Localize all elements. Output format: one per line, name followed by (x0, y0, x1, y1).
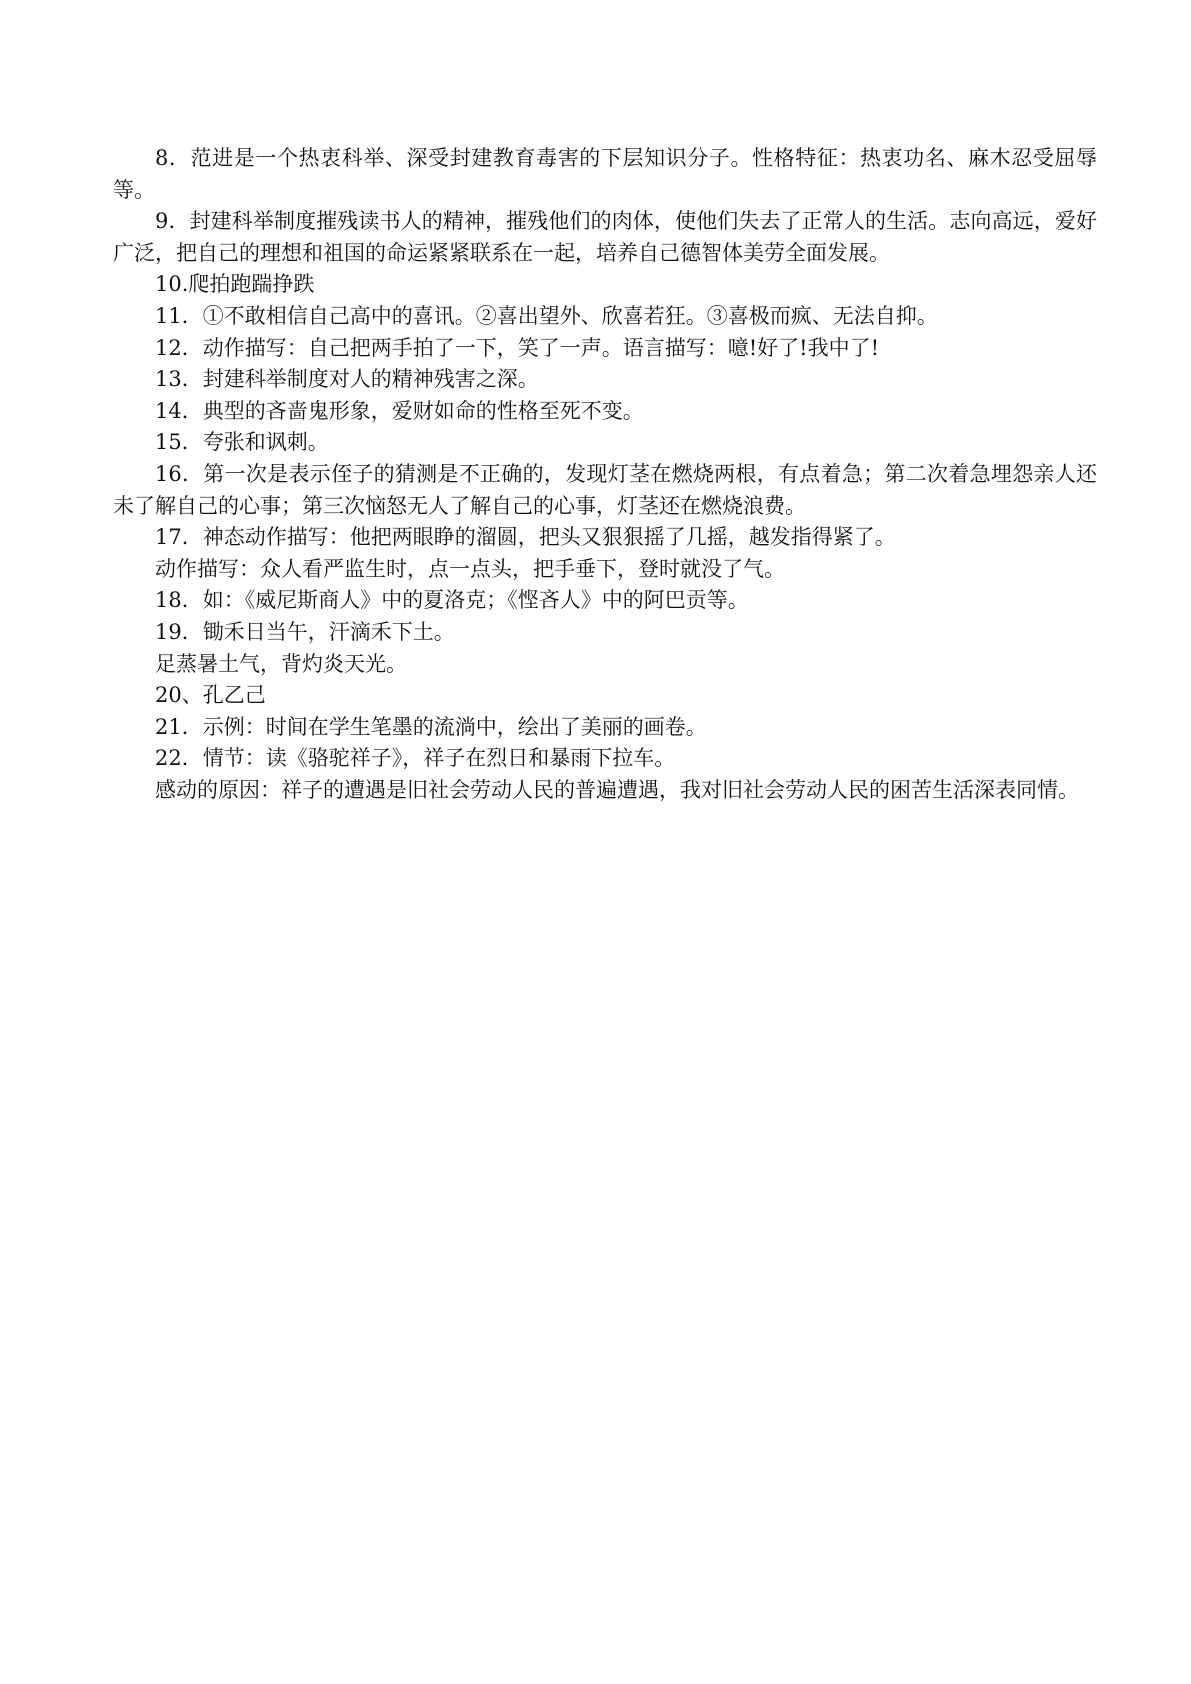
answer-21: 21．示例：时间在学生笔墨的流淌中，绘出了美丽的画卷。 (155, 714, 707, 739)
answer-document (113, 143, 1097, 806)
answer-22-continued: 感动的原因：祥子的遭遇是旧社会劳动人民的普遍遭遇，我对旧社会劳动人民的困苦生活深表同情。 (155, 777, 1079, 802)
answer-19-continued: 足蒸暑土气，背灼炎天光。 (155, 651, 407, 676)
answer-11: 11．①不敢相信自己高中的喜讯。②喜出望外、欣喜若狂。③喜极而疯、无法自抑。 (155, 303, 938, 328)
answer-19: 19．锄禾日当午，汗滴禾下土。 (155, 619, 455, 644)
answer-16: 16．第一次是表示侄子的猜测是不正确的，发现灯茎在燃烧两根，有点着急；第二次着急埋怨亲人还未了解自己的心事；第三次恼怒无人了解自己的心事，灯茎还在燃烧浪费。 (113, 461, 1097, 518)
answer-22: 22．情节：读《骆驼祥子》，祥子在烈日和暴雨下拉车。 (155, 746, 676, 771)
answer-10: 10.爬拍跑踹挣跌 (155, 272, 315, 297)
answer-14: 14．典型的吝啬鬼形象，爱财如命的性格至死不变。 (155, 398, 644, 423)
answer-17-continued: 动作描写：众人看严监生时，点一点头，把手垂下，登时就没了气。 (155, 556, 785, 581)
answer-20: 20、孔乙己 (155, 683, 266, 708)
answer-9: 9．封建科举制度摧残读书人的精神，摧残他们的肉体，使他们失去了正常人的生活。志向高远，爱好广泛，把自己的理想和祖国的命运紧紧联系在一起，培养自己德智体美劳全面发展。 (113, 209, 1097, 265)
answer-17: 17．神态动作描写：他把两眼睁的溜圆，把头又狠狠摇了几摇，越发指得紧了。 (155, 525, 896, 550)
answer-18: 18．如：《威尼斯商人》中的夏洛克；《悭吝人》中的阿巴贡等。 (155, 588, 749, 613)
answer-13: 13．封建科举制度对人的精神残害之深。 (155, 367, 539, 392)
answer-8: 8．范进是一个热衷科举、深受封建教育毒害的下层知识分子。性格特征：热衷功名、麻木忍受屈辱等。 (113, 146, 1097, 202)
answer-12: 12．动作描写：自己把两手拍了一下，笑了一声。语言描写：噫!好了!我中了! (155, 335, 880, 360)
answer-15: 15．夸张和讽刺。 (155, 430, 329, 455)
